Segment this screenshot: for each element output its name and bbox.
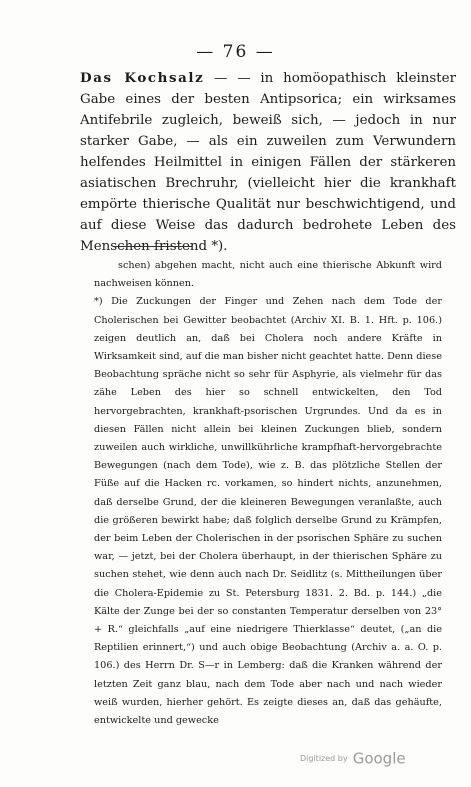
footnote-continuation: schen) abgehen macht, nicht auch eine thierische Abkunft wird nachweisen können. <box>94 260 442 290</box>
footnote-item <box>94 293 442 730</box>
footnotes <box>94 257 442 730</box>
footnote-marker: *) <box>94 296 103 308</box>
main-paragraph-body: — — in homöopathisch kleinster Gabe eines der besten Antipsorica; ein wirksames Antifebrile zugleich, beweiß sich, — jedoch in nur starker Gabe, — als ein zuweilen zum Verwundern helfendes Heilmittel in einigen Fällen der stärkeren asiatischen Brechruhr, (vielleicht hier die krankhaft empörte thierische Qualität nur beschwichtigend, und auf diese Weise das dadurch bedrohete Leben des Menschen fristend *). <box>80 71 456 254</box>
watermark-brand: Google <box>352 749 406 768</box>
lead-term: Das Kochsalz <box>80 70 205 86</box>
page-number: — 76 — <box>196 42 275 62</box>
watermark-prefix: Digitized by <box>300 754 348 763</box>
main-paragraph-text <box>80 68 456 257</box>
digitization-watermark <box>300 748 406 768</box>
footnote-text: Die Zuckungen der Finger und Zehen nach dem Tode der Cholerischen bei Gewitter beobachtet (Archiv XI. B. 1. Hft. p. 106.) zeigen deutlich an, daß bei Cholera noch andere Kräfte in Wirksamkeit sind, auf die man bisher nicht geachtet hatte. Denn diese Beobachtung spräche nicht so sehr für Asphyrie, als vielmehr für das zähe Leben des hier so schnell entwickelten, den Tod hervorgebrachten, krankhaft-psorischen Urgrundes. Und da es in diesen Fällen nicht allein bei kleinen Zuckungen blieb, sondern zuweilen auch wirkliche, unwillkührliche krampfhaft-hervorgebrachte Bewegungen (nach dem Tode), wie z. B. das plötzliche Stellen der Füße auf die Hacken rc. vorkamen, so hindert nichts, anzunehmen, daß derselbe Grund, der die kleineren Bewegungen veranlaßte, auch die größeren bewirkt habe; daß folglich derselbe Grund zu Krämpfen, der beim Leben der Cholerischen in der psorischen Sphäre zu suchen war, — jetzt, bei der Cholera überhaupt, in der thierischen Sphäre zu suchen stehet, wie denn auch nach Dr. Seidlitz (s. Mittheilungen über die Cholera-Epidemie zu St. Petersburg 1831. 2. Bd. p. 144.) „die Kälte der Zunge bei der so constanten Temperatur derselben von 23° + R.“ gleichfalls „auf eine niedrigere Thierklasse“ deutet, („an die Reptilien erinnert,“) und auch obige Beobachtung (Archiv a. a. O. p. 106.) des Herrn Dr. S—r in Lemberg: daß die Kranken während der letzten Zeit ganz blau, nach dem Tode aber nach und nach wieder weiß wurden, hierher gehört. Es zeigte dieses an, daß das gehäufte, entwickelte und gewecke <box>94 296 442 727</box>
footnote-divider <box>115 246 192 247</box>
main-paragraph <box>80 68 456 257</box>
